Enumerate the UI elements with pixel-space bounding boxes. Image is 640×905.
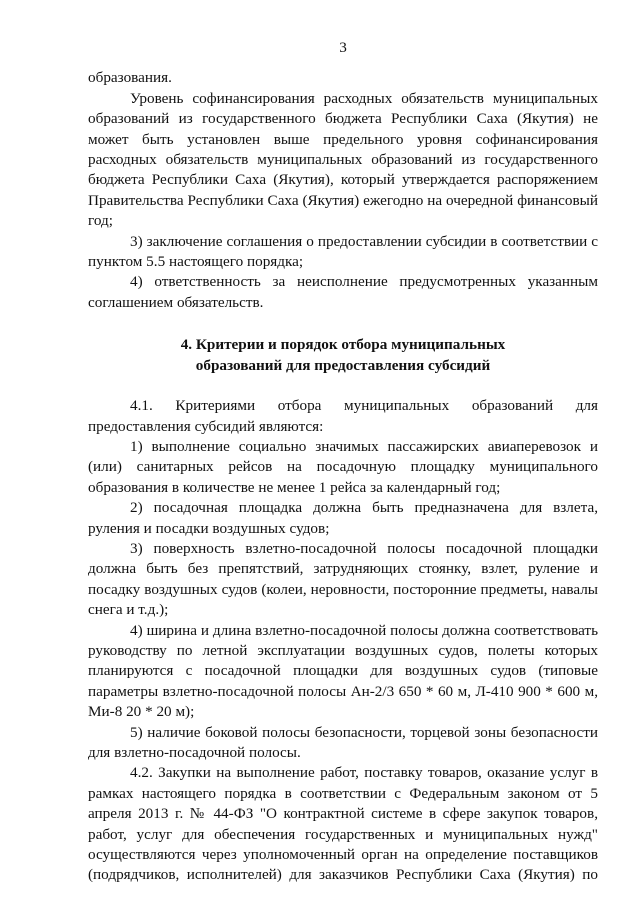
paragraph-criterion-3: 3) поверхность взлетно-посадочной полосы посадочной площадки должна быть без препятствий, затрудняющих стоянку, взлет, руление и посадку воздушных судов (колеи, неровности, посторонние предметы, навалы снега и т.д.);: [88, 539, 598, 619]
section-heading-line-2: образований для предоставления субсидий: [195, 356, 491, 374]
intro-block: [88, 68, 598, 313]
page-number: 3: [339, 39, 347, 56]
section-body: [88, 396, 598, 886]
paragraph-item-3-agreement: 3) заключение соглашения о предоставлении субсидии в соответствии с пунктом 5.5 настоящего порядка;: [88, 232, 598, 271]
paragraph-criterion-1: 1) выполнение социально значимых пассажирских авиаперевозок и (или) санитарных рейсов на посадочную площадку муниципального образования в количестве не менее 1 рейса за календарный год;: [88, 437, 598, 496]
paragraph-4-2-procurement: 4.2. Закупки на выполнение работ, поставку товаров, оказание услуг в рамках настоящего порядка в соответствии с Федеральным законом от 5 апреля 2013 г. № 44-ФЗ "О контрактной системе в сфере закупок товаров, работ, услуг для обеспечения государственных и муниципальных нужд" осуществляются через уполномоченный орган на определение поставщиков (подрядчиков, исполнителей) для заказчиков Республики Саха (Якутия) по: [88, 764, 598, 884]
paragraph-criterion-4: 4) ширина и длина взлетно-посадочной полосы должна соответствовать руководству по летной эксплуатации воздушных судов, полеты которых планируются с посадочной площадки для воздушных судов (типовые параметры взлетно-посадочной полосы Ан-2/3 650 * 60 м, Л-410 900 * 600 м, Ми-8 20 * 20 м);: [88, 621, 598, 721]
paragraph-4-1-criteria: 4.1. Критериями отбора муниципальных образований для предоставления субсидий являются:: [88, 397, 598, 435]
paragraph-criterion-5: 5) наличие боковой полосы безопасности, торцевой зоны безопасности для взлетно-посадочной полосы.: [88, 723, 598, 761]
paragraph-cofinancing-level: Уровень софинансирования расходных обязательств муниципальных образований из государственного бюджета Республики Саха (Якутия) не может быть установлен выше предельного уровня софинансирования расходных обязательств муниципальных образований из государственного бюджета Республики Саха (Якутия), который утверждается распоряжением Правительства Республики Саха (Якутия) ежегодно на очередной финансовый год;: [88, 89, 598, 230]
paragraph-item-4-responsibility: 4) ответственность за неисполнение предусмотренных указанным соглашением обязательств.: [88, 273, 598, 311]
document-page: [88, 38, 598, 886]
section-heading: [88, 335, 598, 376]
section-heading-line-1: 4. Критерии и порядок отбора муниципальных: [180, 336, 506, 354]
paragraph-intro-continuation: образования.: [88, 69, 172, 87]
paragraph-criterion-2: 2) посадочная площадка должна быть предназначена для взлета, руления и посадки воздушных судов;: [88, 499, 598, 537]
